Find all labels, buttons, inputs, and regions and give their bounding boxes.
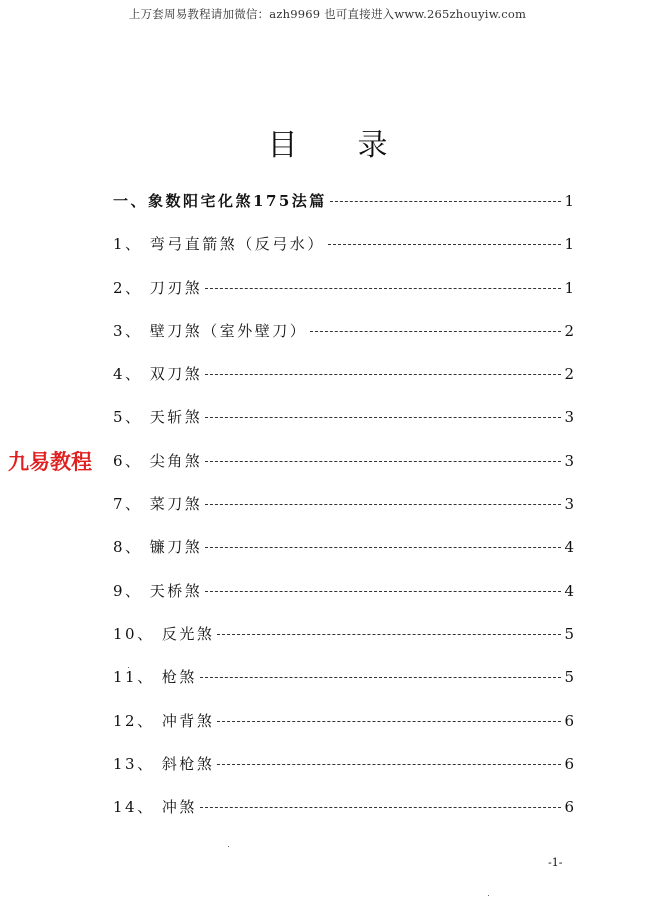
toc-entry-page: 4 [564,581,574,600]
toc-leader [330,201,562,202]
toc-entry-label: 1、 弯弓直箭煞（反弓水） [113,235,325,254]
toc-leader [217,634,561,635]
scan-speck [228,846,229,847]
toc-leader [205,417,561,418]
scan-speck [488,895,489,896]
toc-entry-label: 5、 天斩煞 [113,408,203,427]
toc-entry-page: 5 [564,624,574,643]
toc-leader [217,764,561,765]
toc-entry[interactable] [113,753,574,796]
toc-entry-label: 10、 反光煞 [113,624,215,643]
toc-entry[interactable] [113,536,574,579]
toc-section-label: 一、象数阳宅化煞175法篇 [113,192,327,210]
toc-entry-label: 9、 天桥煞 [113,581,203,600]
toc-entry-page: 5 [564,668,574,687]
toc-entry-page: 1 [564,278,574,297]
page-number: -1- [548,856,563,869]
toc-entry[interactable] [113,796,574,839]
toc-entry-label: 4、 双刀煞 [113,365,203,384]
toc-leader [200,807,562,808]
toc-leader [205,461,561,462]
toc-entry[interactable] [113,710,574,753]
table-of-contents [113,190,574,839]
toc-section-heading[interactable] [113,190,574,233]
page-title: 目录 [267,128,448,163]
toc-leader [205,591,561,592]
toc-entry[interactable] [113,493,574,536]
toc-entry[interactable] [113,320,574,363]
header-banner: 上万套周易教程请加微信：azh9969 也可直接进入www.265zhouyiw.com [128,7,527,21]
toc-entry[interactable] [113,277,574,320]
toc-leader [205,547,561,548]
toc-entry-label: 8、 镰刀煞 [113,538,203,557]
toc-entry[interactable] [113,233,574,276]
toc-leader [205,374,561,375]
toc-entry-label: 2、 刀刃煞 [113,278,203,297]
toc-entry[interactable] [113,450,574,493]
toc-entry[interactable] [113,406,574,449]
toc-leader [310,331,561,332]
toc-leader [328,244,562,245]
toc-leader [205,504,561,505]
toc-leader [205,288,561,289]
watermark: 九易教程 [6,446,94,476]
toc-entry-page: 3 [564,495,574,514]
toc-entry[interactable] [113,363,574,406]
toc-entry[interactable] [113,666,574,709]
toc-entry[interactable] [113,623,574,666]
scan-speck [128,667,129,668]
toc-entries [113,233,574,839]
toc-leader [217,721,561,722]
toc-entry-page: 3 [564,451,574,470]
toc-entry-page: 3 [564,408,574,427]
toc-section-page: 1 [564,192,574,210]
toc-entry-page: 2 [564,321,574,340]
toc-entry-label: 7、 菜刀煞 [113,495,203,514]
toc-entry-page: 2 [564,365,574,384]
toc-entry-page: 6 [564,711,574,730]
toc-entry-page: 4 [564,538,574,557]
toc-entry[interactable] [113,580,574,623]
toc-entry-page: 6 [564,798,574,817]
toc-entry-label: 11、 枪煞 [113,668,197,687]
toc-leader [200,677,562,678]
toc-entry-page: 6 [564,754,574,773]
toc-entry-label: 12、 冲背煞 [113,711,215,730]
toc-entry-label: 3、 壁刀煞（室外壁刀） [113,321,308,340]
toc-entry-label: 6、 尖角煞 [113,451,203,470]
toc-entry-label: 14、 冲煞 [113,798,197,817]
toc-entry-page: 1 [564,235,574,254]
toc-entry-label: 13、 斜枪煞 [113,754,215,773]
